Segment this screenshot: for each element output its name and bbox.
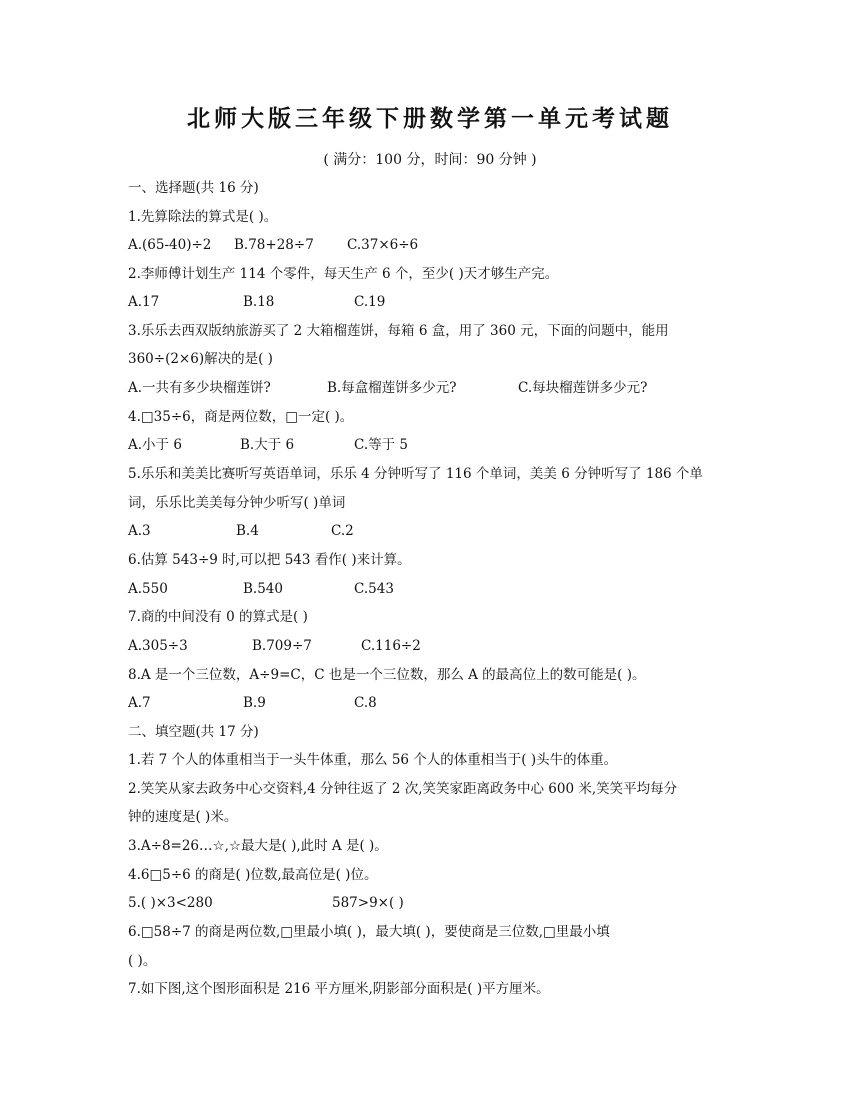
option-a: A.(65-40)÷2 (128, 237, 212, 253)
option-b: B.540 (243, 581, 283, 597)
question-s1-q5-line2: 词，乐乐比美美每分钟少听写( )单词 (128, 495, 346, 511)
option-b: B.大于 6 (240, 437, 295, 453)
question-s2-q2-line2: 钟的速度是( )米。 (128, 809, 238, 825)
option-a: A.小于 6 (128, 437, 182, 453)
question-s2-q7: 7.如下图,这个图形面积是 216 平方厘米,阴影部分面积是( )平方厘米。 (128, 981, 550, 997)
option-c: C.37×6÷6 (347, 237, 419, 253)
option-a: A.3 (128, 523, 151, 539)
option-a: A.7 (128, 695, 151, 711)
question-s2-q2-line1: 2.笑笑从家去政务中心交资料,4 分钟往返了 2 次,笑笑家距离政务中心 600 米,笑笑平均每分 (128, 781, 678, 797)
option-c: C.2 (331, 523, 354, 539)
option-a: A.550 (128, 581, 168, 597)
question-s1-q6: 6.估算 543÷9 时,可以把 543 看作( )来计算。 (128, 552, 411, 568)
question-s1-q3-line1: 3.乐乐去西双版纳旅游买了 2 大箱榴莲饼，每箱 6 盒，用了 360 元，下面的问题中，能用 (128, 323, 669, 339)
option-b: B.709÷7 (252, 638, 312, 654)
option-c: C.8 (354, 695, 377, 711)
option-c: C.19 (354, 294, 386, 310)
option-b: B.每盒榴莲饼多少元? (327, 380, 457, 396)
question-s2-q6-line2: ( )。 (128, 953, 157, 969)
option-c: C.等于 5 (354, 437, 409, 453)
option-c: C.每块榴莲饼多少元? (518, 380, 648, 396)
question-s2-q3: 3.A÷8=26…☆,☆最大是( ),此时 A 是( )。 (128, 838, 388, 854)
option-c: C.116÷2 (361, 638, 421, 654)
question-s1-q5-line1: 5.乐乐和美美比赛听写英语单词，乐乐 4 分钟听写了 116 个单词，美美 6 分钟听写了 186 个单 (128, 466, 703, 482)
section1-heading: 一、选择题(共 16 分) (128, 180, 259, 196)
question-s1-q1: 1.先算除法的算式是( )。 (128, 209, 278, 225)
question-s2-q1: 1.若 7 个人的体重相当于一头牛体重，那么 56 个人的体重相当于( )头牛的体重。 (128, 752, 618, 768)
question-s1-q7: 7.商的中间没有 0 的算式是( ) (128, 609, 308, 625)
page-title: 北师大版三年级下册数学第一单元考试题 (187, 106, 673, 132)
option-a: A.一共有多少块榴莲饼? (128, 380, 271, 396)
question-s2-q4: 4.6□5÷6 的商是( )位数,最高位是( )位。 (128, 867, 378, 883)
option-b: B.18 (243, 294, 275, 310)
page-subtitle: ( 满分：100 分，时间：90 分钟 ) (323, 152, 537, 168)
question-s2-q5-part-a: 5.( )×3<280 (128, 895, 213, 911)
question-s1-q8: 8.A 是一个三位数，A÷9=C，C 也是一个三位数，那么 A 的最高位上的数可能是( )。 (128, 667, 646, 683)
option-a: A.305÷3 (128, 638, 188, 654)
question-s2-q5-part-b: 587>9×( ) (332, 895, 404, 911)
question-s1-q3-line2: 360÷(2×6)解决的是( ) (128, 351, 273, 367)
option-c: C.543 (354, 581, 394, 597)
question-s2-q6-line1: 6.□58÷7 的商是两位数,□里最小填( )，最大填( )，要使商是三位数,□里最小填 (128, 924, 610, 940)
question-s1-q4: 4.□35÷6，商是两位数，□一定( )。 (128, 409, 354, 425)
option-b: B.4 (236, 523, 259, 539)
option-b: B.78+28÷7 (234, 237, 314, 253)
option-a: A.17 (128, 294, 160, 310)
option-b: B.9 (243, 695, 266, 711)
question-s1-q2: 2.李师傅计划生产 114 个零件，每天生产 6 个，至少( )天才够生产完。 (128, 266, 559, 282)
section2-heading: 二、填空题(共 17 分) (128, 724, 259, 740)
